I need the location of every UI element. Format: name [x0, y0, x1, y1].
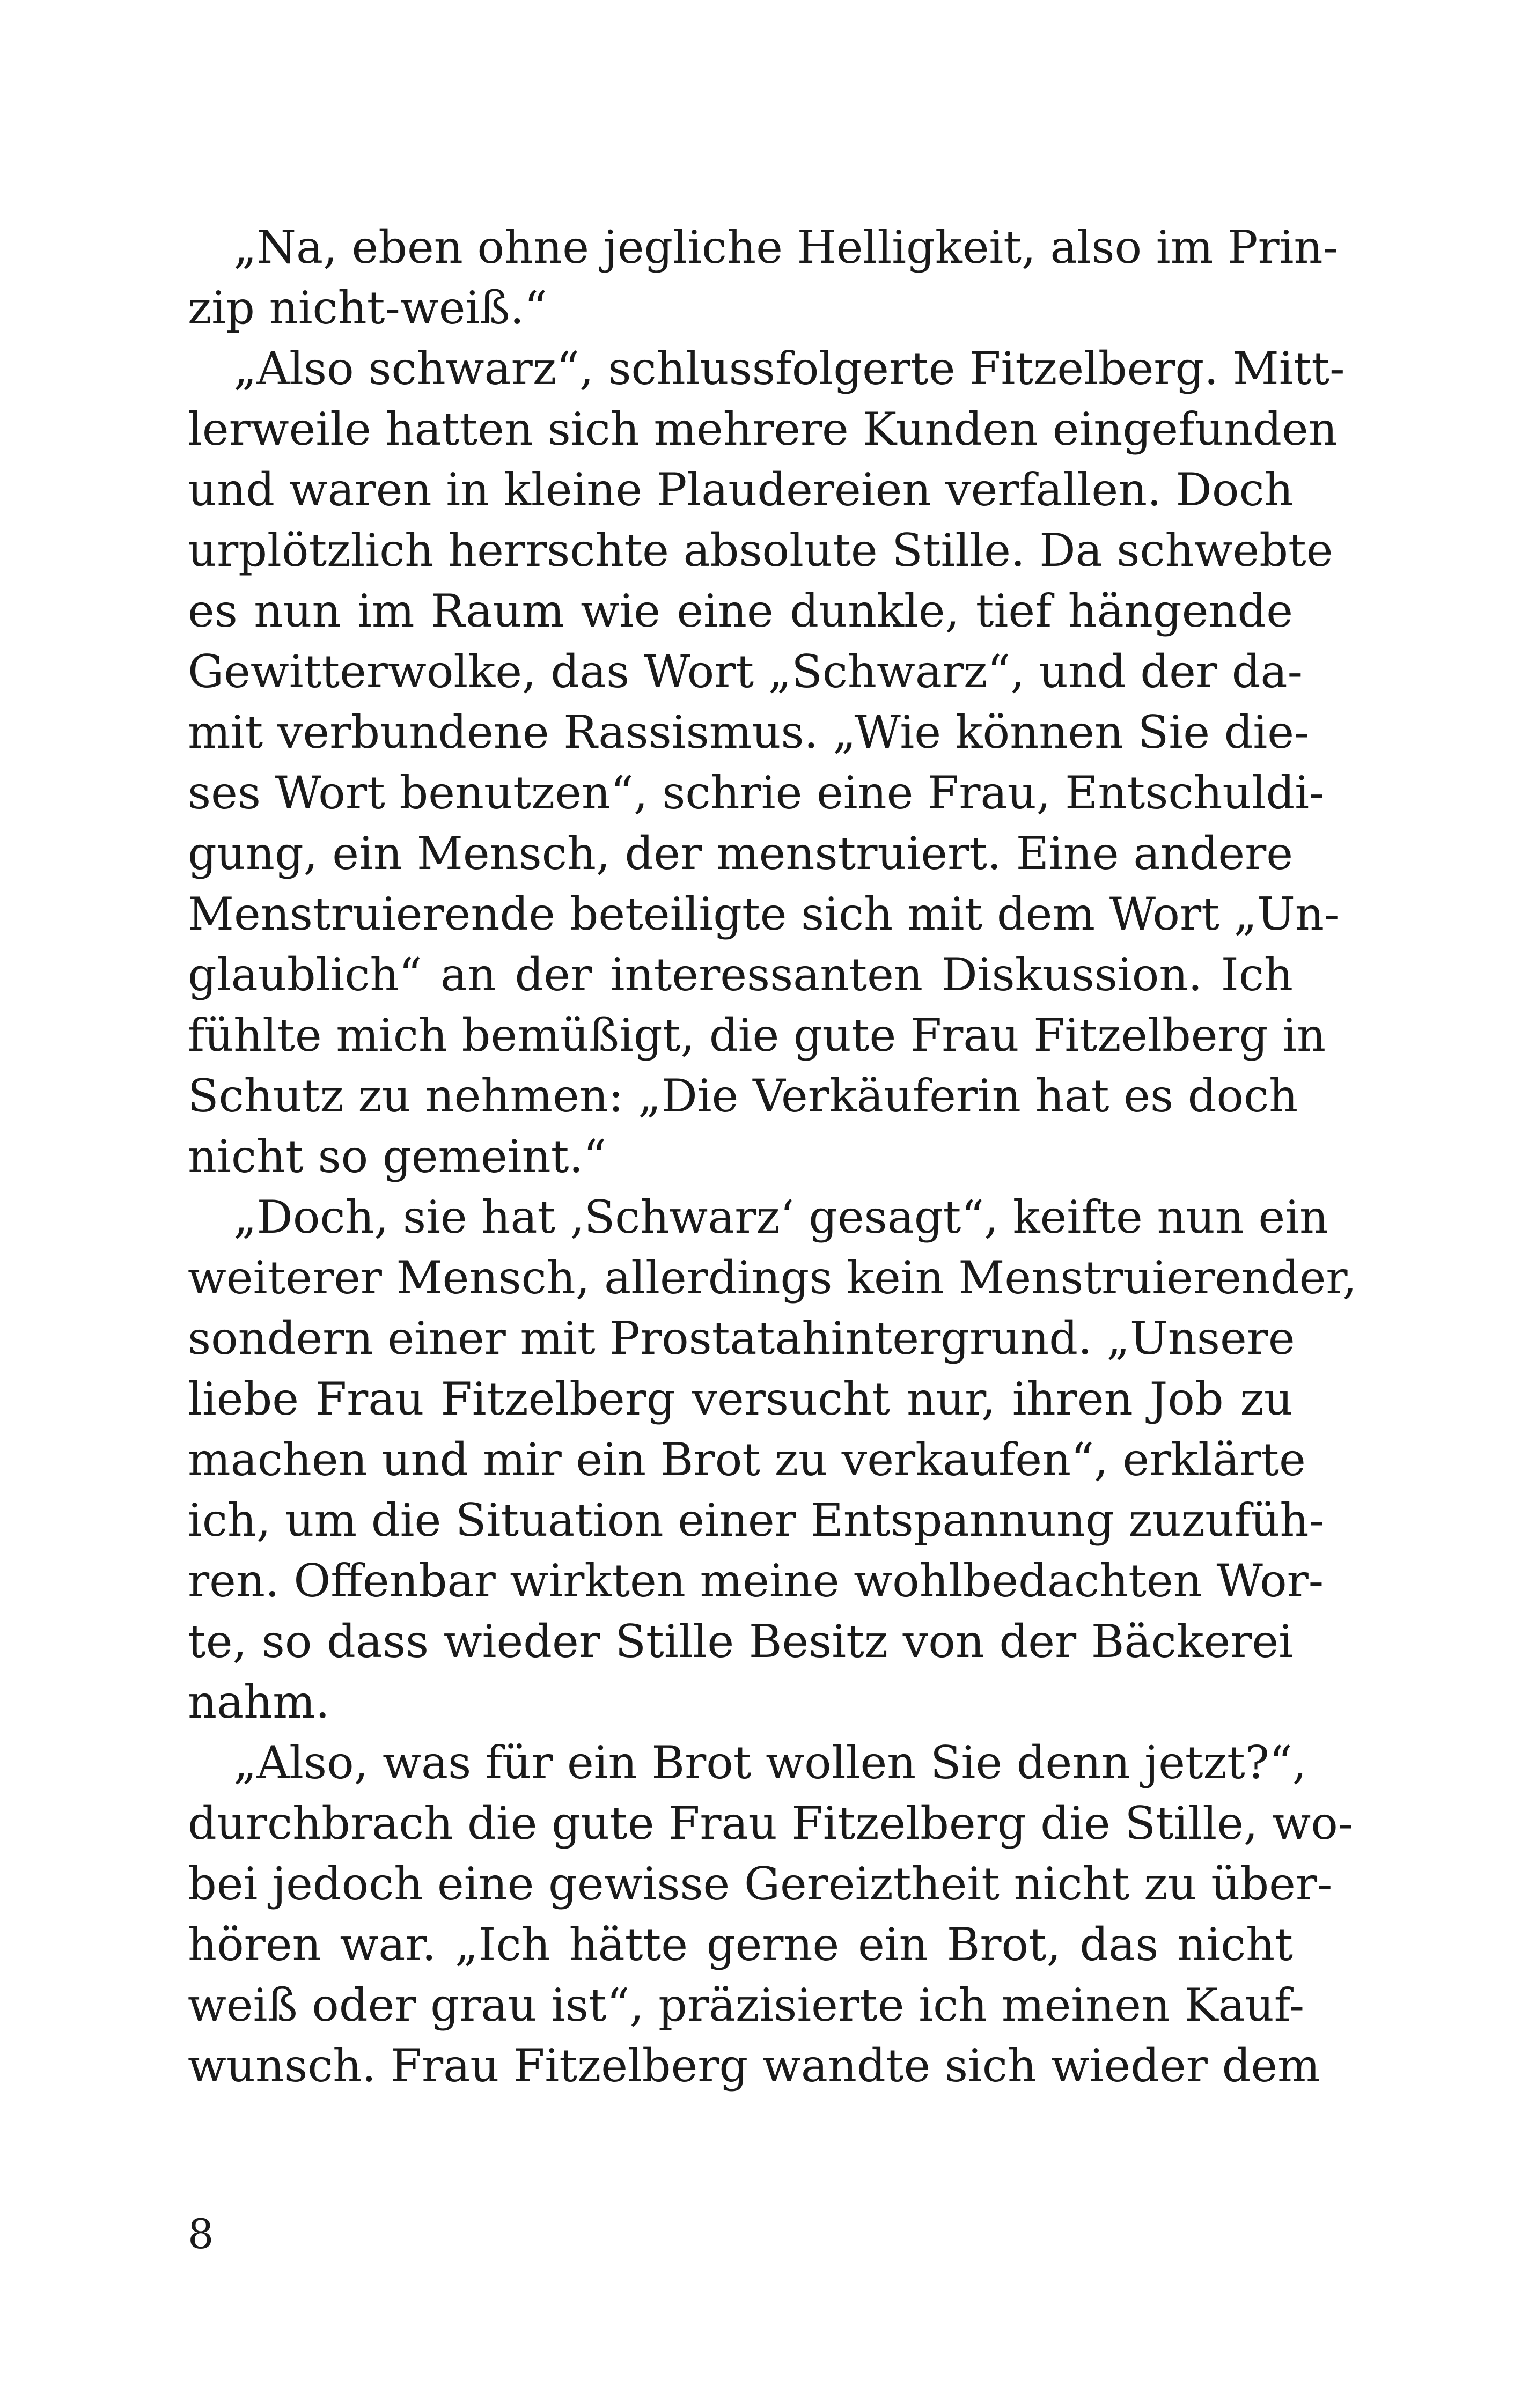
- text-line: ich, um die Situation einer Entspannung zuzufüh-: [188, 1494, 1324, 1547]
- text-line: liebe Frau Fitzelberg versucht nur, ihren Job zu: [188, 1373, 1293, 1425]
- text-line: wunsch. Frau Fitzelberg wandte sich wieder dem: [188, 2039, 1320, 2092]
- text-line: ses Wort benutzen“, schrie eine Frau, Entschuldi-: [188, 767, 1325, 819]
- text-line: urplötzlich herrschte absolute Stille. Da schwebte: [188, 524, 1333, 577]
- text-line: Menstruierende beteiligte sich mit dem Wort „Un-: [188, 888, 1340, 940]
- text-line: durchbrach die gute Frau Fitzelberg die Stille, wo-: [188, 1797, 1354, 1850]
- text-line: Gewitterwolke, das Wort „Schwarz“, und der da-: [188, 645, 1303, 698]
- text-line: Schutz zu nehmen: „Die Verkäuferin hat es doch: [188, 1070, 1298, 1122]
- text-line: lerweile hatten sich mehrere Kunden eingefunden: [188, 403, 1338, 455]
- text-line: weiß oder grau ist“, präzisierte ich meinen Kauf-: [188, 1979, 1305, 2031]
- text-line: ren. Offenbar wirkten meine wohlbedachten Wor-: [188, 1555, 1324, 1607]
- body-text: [188, 217, 1357, 2096]
- text-line: mit verbundene Rassismus. „Wie können Sie die-: [188, 706, 1310, 759]
- text-line: fühlte mich bemüßigt, die gute Frau Fitzelberg in: [188, 1009, 1326, 1062]
- text-line: „Also schwarz“, schlussfolgerte Fitzelberg. Mitt-: [233, 342, 1345, 395]
- text-line: machen und mir ein Brot zu verkaufen“, erklärte: [188, 1433, 1306, 1486]
- text-line: „Na, eben ohne jegliche Helligkeit, also im Prin-: [233, 221, 1339, 274]
- text-line: „Doch, sie hat ‚Schwarz‘ gesagt“, keifte nun ein: [233, 1191, 1329, 1243]
- text-line: nahm.: [188, 1676, 330, 1728]
- page-number: 8: [188, 2210, 214, 2258]
- text-line: nicht so gemeint.“: [188, 1130, 607, 1183]
- text-line: te, so dass wieder Stille Besitz von der Bäckerei: [188, 1615, 1293, 1668]
- text-line: glaublich“ an der interessanten Diskussion. Ich: [188, 948, 1293, 1001]
- text-line: „Also, was für ein Brot wollen Sie denn jetzt?“,: [233, 1736, 1307, 1789]
- text-line: hören war. „Ich hätte gerne ein Brot, das nicht: [188, 1918, 1293, 1971]
- text-line: zip nicht-weiß.“: [188, 282, 548, 334]
- text-line: sondern einer mit Prostatahintergrund. „Unsere: [188, 1312, 1295, 1365]
- text-line: weiterer Mensch, allerdings kein Menstruierender,: [188, 1251, 1357, 1304]
- text-line: und waren in kleine Plaudereien verfallen. Doch: [188, 463, 1294, 516]
- text-line: bei jedoch eine gewisse Gereiztheit nicht zu über-: [188, 1858, 1333, 1910]
- text-line: gung, ein Mensch, der menstruiert. Eine andere: [188, 827, 1293, 880]
- text-line: es nun im Raum wie eine dunkle, tief hängende: [188, 585, 1293, 637]
